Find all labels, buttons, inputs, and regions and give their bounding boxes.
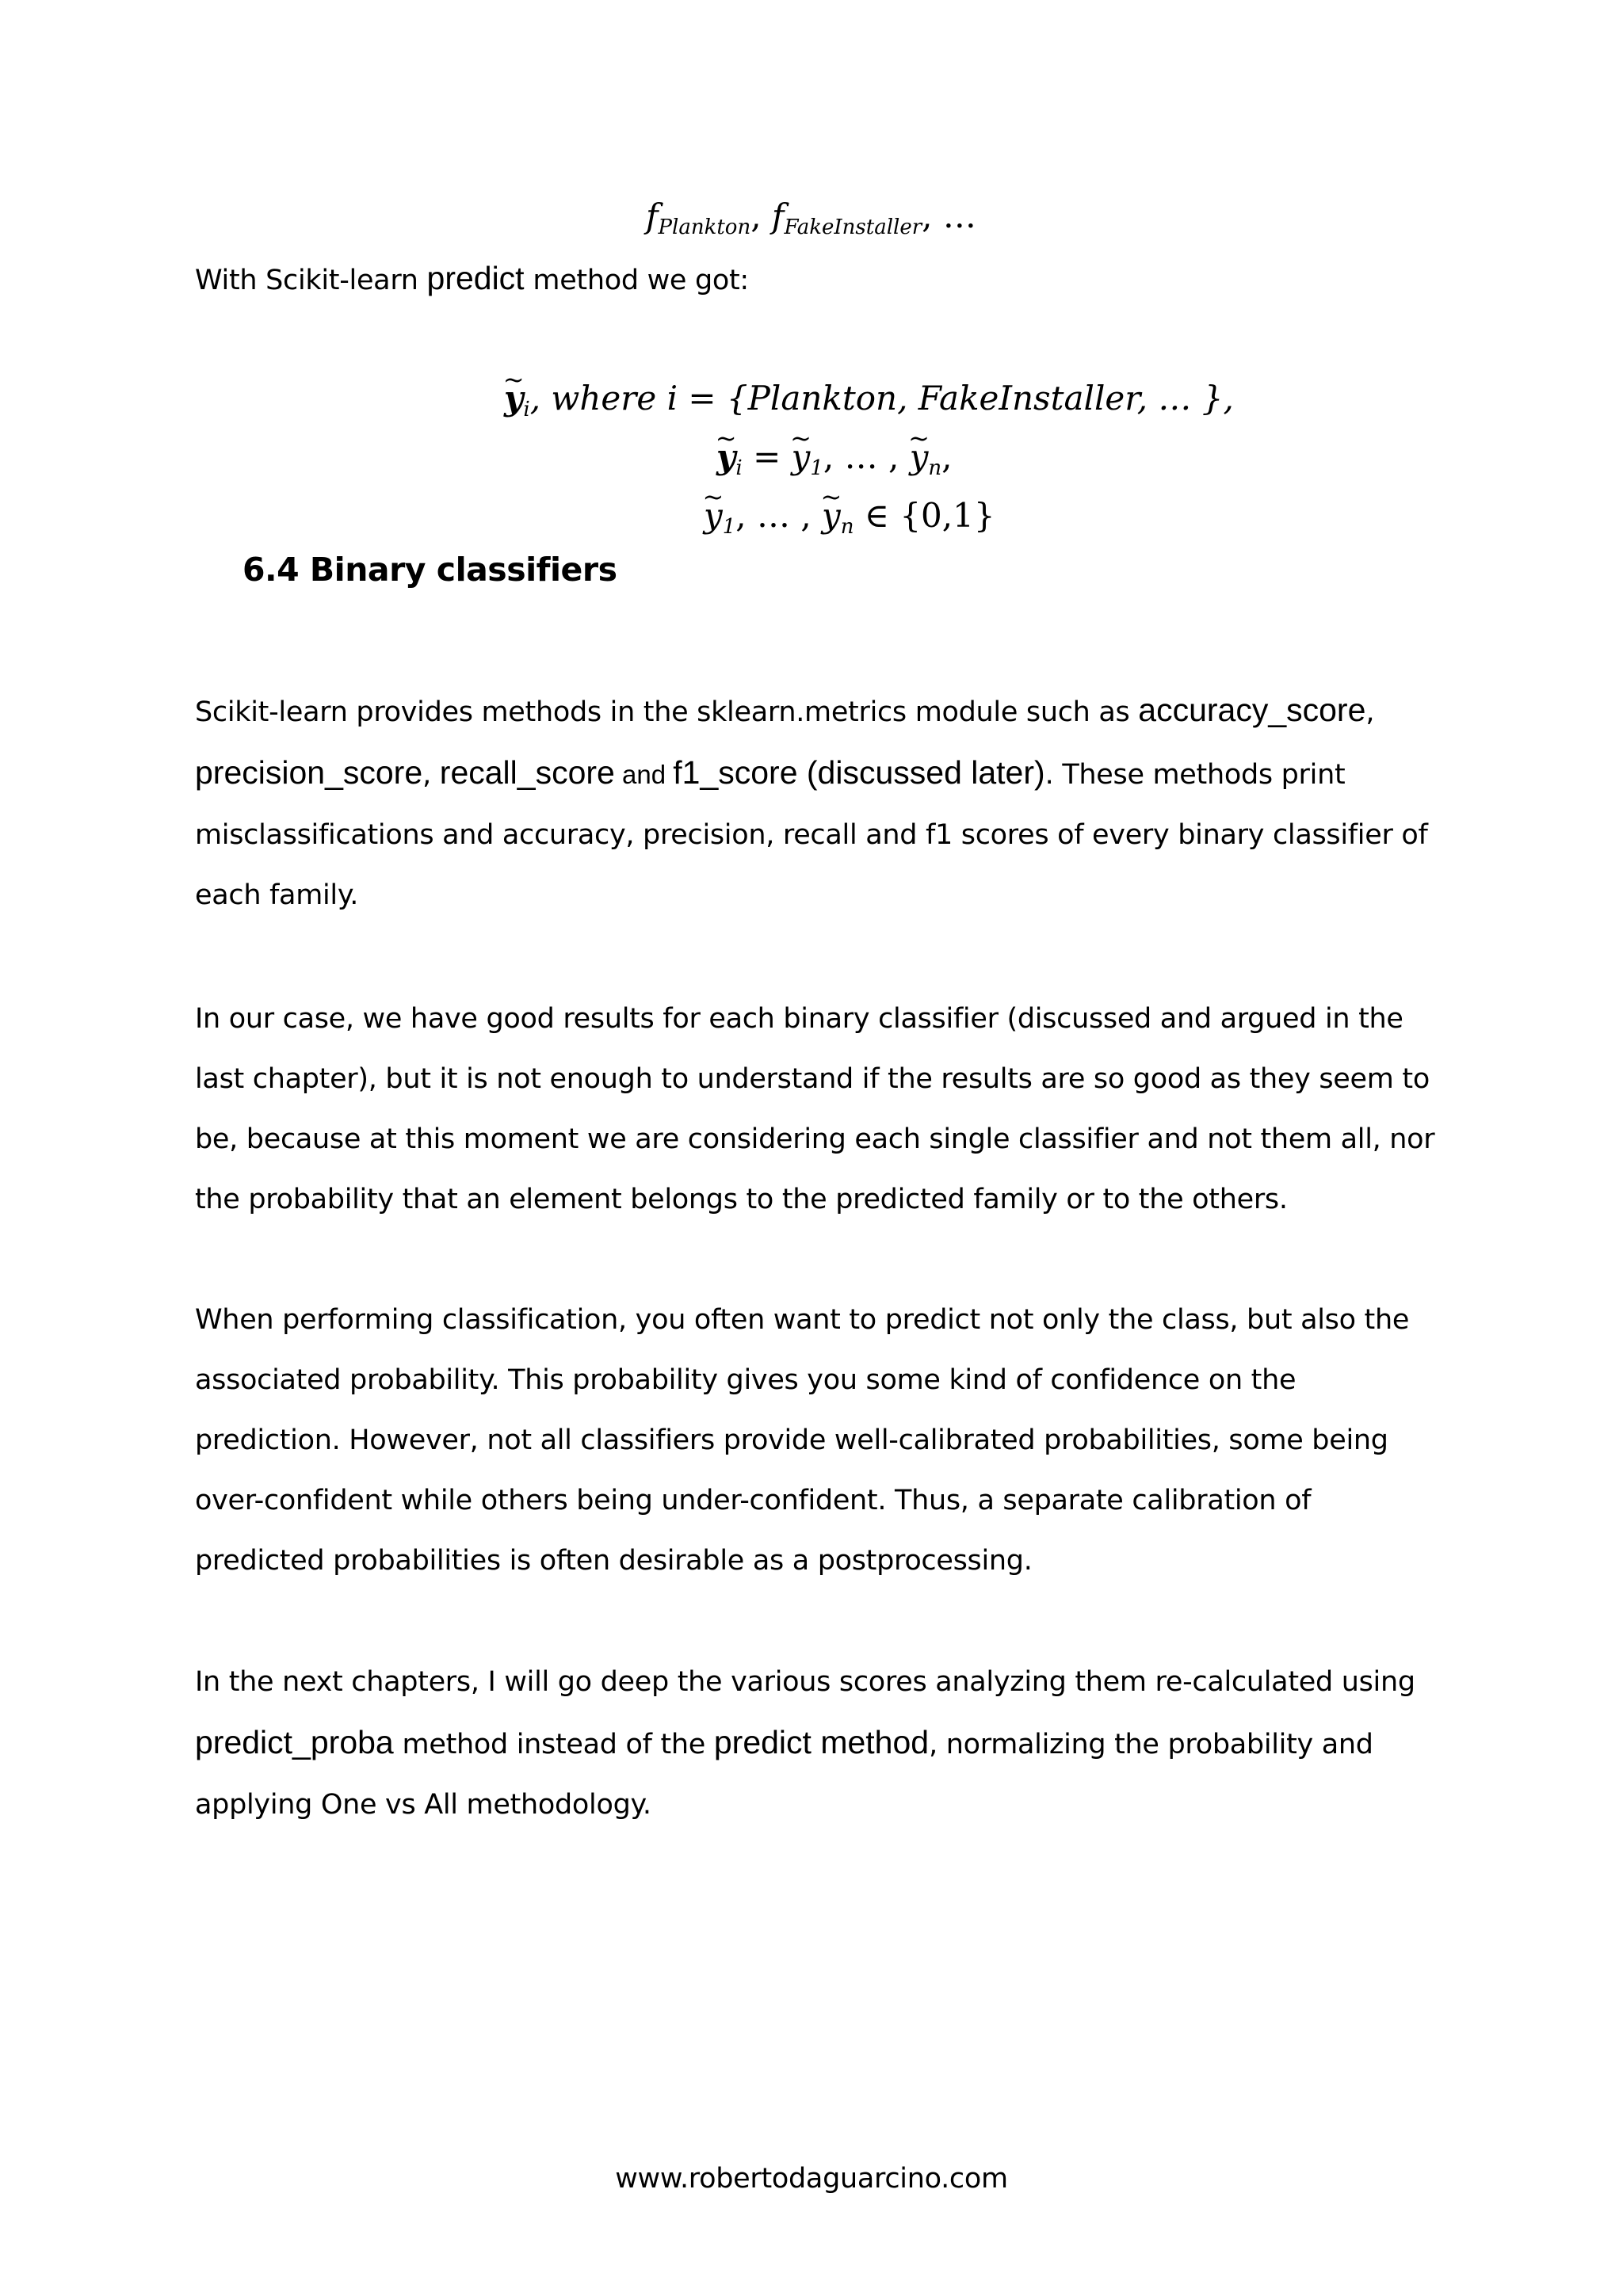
formula-line-3: ~ $y_1$, … , ~ $y_n$ ∈ {0,1} <box>704 496 995 539</box>
formula-line-1-sub: i <box>523 398 530 421</box>
intro-suffix: method we got: <box>524 265 749 296</box>
intro-prefix: With Scikit-learn <box>195 265 427 296</box>
formula-line-2-sub-n: n <box>928 456 942 480</box>
formula-line-2-sub: i <box>735 456 743 480</box>
code-f1-score: f1_score (discussed later) <box>673 754 1045 791</box>
formula-line-3-sub-n: n <box>840 515 854 539</box>
section-heading: 6.4 Binary classifiers <box>242 551 617 589</box>
formula-functions: $f_{Plankton}$, $f_{FakeInstaller}$, … <box>646 196 976 239</box>
formula-line-3-end: ∈ {0,1} <box>854 496 995 535</box>
formula-line-2-end: , <box>941 437 953 476</box>
para1-text-2: , <box>1365 696 1375 728</box>
formula-line-1: ~ $y_i$, where i = {Plankton, FakeInstaller, … }, <box>504 379 1234 421</box>
code-predict-method: predict method <box>713 1724 930 1760</box>
para1-text-5: . These methods print misclassifications and accuracy, precision, recall and f1 scores of every binary classifier of each family. <box>195 759 1428 911</box>
code-accuracy-score: accuracy_score <box>1138 692 1366 728</box>
para1-text-and: and <box>614 760 674 789</box>
code-recall-score: recall_score <box>439 754 615 791</box>
formula-line-2-mid: , … , <box>823 437 910 476</box>
para4-text-1: In the next chapters, I will go deep the various scores analyzing them re-calculated using <box>195 1666 1415 1698</box>
paragraph-next-chapters <box>195 1652 1447 1835</box>
formula-line-2: ~ $y_i$ = ~ $y_1$, … , ~ $y_n$, <box>716 437 953 480</box>
code-precision-score: precision_score <box>195 754 423 791</box>
intro-line <box>195 248 1447 311</box>
para4-text-2: method instead of the <box>393 1729 714 1760</box>
formula-sub-plankton: Plankton <box>658 215 751 239</box>
formula-line-3-mid: , … , <box>735 496 823 535</box>
para4-text-3: , normalizing the probability and applying One vs All methodology. <box>195 1729 1373 1821</box>
paragraph-results: In our case, we have good results for each binary classifier (discussed and argued in the last chapter), but it is not enough to understand if the results are so good as they seem to be, because at this moment we are considering each single classifier and not them all, nor the probability that an element belongs to the predicted family or to the others. <box>195 1003 1435 1215</box>
code-predict-proba: predict_proba <box>195 1724 394 1760</box>
paragraph-calibration: When performing classification, you often want to predict not only the class, but also the associated probability. This probability gives you some kind of confidence on the prediction. However, not all classifiers provide well-calibrated probabilities, some being over-confident while others being under-confident. Thus, a separate calibration of predicted probabilities is often desirable as a postprocessing. <box>195 1304 1410 1577</box>
formula-line-3-sub-1: 1 <box>722 515 736 539</box>
formula-line-2-sub-1: 1 <box>810 456 823 480</box>
footer-website: www.robertodaguarcino.com <box>615 2163 1008 2195</box>
para1-text-1: Scikit-learn provides methods in the sklearn.metrics module such as <box>195 696 1139 728</box>
formula-sub-fakeinstaller: FakeInstaller <box>784 215 922 239</box>
para1-text-3: , <box>422 759 440 791</box>
formula-ellipsis: … <box>942 196 976 235</box>
formula-line-1-rest: , where i = {Plankton, FakeInstaller, … }, <box>529 379 1234 418</box>
paragraph-metrics <box>195 680 1447 925</box>
intro-code-predict: predict <box>426 260 525 296</box>
